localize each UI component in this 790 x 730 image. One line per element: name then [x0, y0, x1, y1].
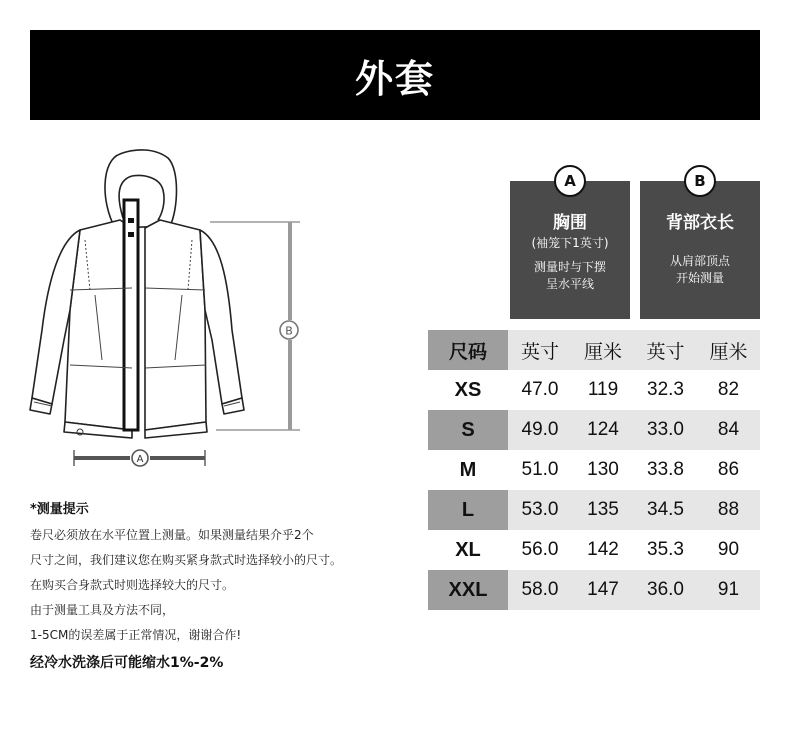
- table-cell: 88: [697, 490, 760, 530]
- table-cell: 135: [572, 490, 634, 530]
- jacket-label-a: A: [136, 454, 144, 465]
- column-header-length-cm: 厘米: [697, 330, 760, 370]
- table-header-row: [428, 330, 760, 370]
- size-cell: M: [459, 458, 477, 481]
- wash-note: 经冷水洗涤后可能缩水1%-2%: [30, 655, 224, 671]
- size-cell: S: [428, 410, 508, 450]
- table-cell: 142: [587, 539, 619, 560]
- table-row: [428, 370, 760, 410]
- back-length-title: 背部衣长: [666, 213, 734, 233]
- chest-description: [510, 259, 630, 293]
- table-cell: 51.0: [521, 459, 559, 480]
- table-cell: 86: [717, 459, 740, 480]
- table-cell: 82: [717, 379, 740, 400]
- header-chest: [510, 172, 630, 319]
- chest-subtitle: (袖笼下1英寸): [531, 236, 609, 250]
- table-cell: 58.0: [508, 570, 572, 610]
- table-cell: 53.0: [508, 490, 572, 530]
- notes-line: 卷尺必须放在水平位置上测量。如果测量结果介乎2个: [30, 528, 314, 542]
- header-back-length: [640, 172, 760, 319]
- notes-line: 尺寸之间，我们建议您在购买紧身款式时选择较小的尺寸。: [30, 553, 343, 567]
- table-cell: 49.0: [508, 410, 572, 450]
- table-cell: 91: [697, 570, 760, 610]
- table-cell: 56.0: [521, 539, 559, 560]
- back-length-description: [640, 253, 760, 287]
- page-title: 外套: [354, 56, 435, 101]
- size-cell: L: [428, 490, 508, 530]
- chest-desc-line: 测量时与下摆: [533, 260, 606, 274]
- notes-line: 在购买合身款式时则选择较大的尺寸。: [30, 578, 235, 592]
- badge-b: B: [684, 165, 716, 197]
- back-desc-line: 从肩部顶点: [669, 254, 730, 268]
- jacket-label-b: B: [285, 324, 293, 338]
- title-banner: [30, 30, 760, 120]
- back-desc-line: 开始测量: [675, 271, 724, 285]
- table-cell: 90: [717, 539, 740, 560]
- measurement-notes: [30, 498, 410, 672]
- size-cell: XL: [455, 538, 481, 561]
- column-header-size: 尺码: [428, 330, 508, 370]
- table-cell: 84: [697, 410, 760, 450]
- table-row: [428, 410, 760, 450]
- notes-line: 1-5CM的误差属于正常情况，谢谢合作!: [30, 628, 242, 642]
- table-cell: 32.3: [647, 379, 684, 400]
- chest-desc-line: 呈水平线: [545, 277, 594, 291]
- jacket-diagram: [20, 140, 320, 480]
- column-header-length-inch: 英寸: [634, 330, 697, 370]
- size-table: [428, 330, 760, 610]
- table-cell: 124: [572, 410, 634, 450]
- table-row: [428, 570, 760, 610]
- table-cell: 35.3: [647, 539, 684, 560]
- table-row: [428, 450, 760, 490]
- table-cell: 33.0: [634, 410, 697, 450]
- table-cell: 33.8: [647, 459, 684, 480]
- badge-a: A: [554, 165, 586, 197]
- table-cell: 34.5: [634, 490, 697, 530]
- notes-line: 由于测量工具及方法不同，: [30, 603, 175, 617]
- table-row: [428, 490, 760, 530]
- table-cell: 130: [587, 459, 619, 480]
- table-cell: 119: [587, 379, 619, 400]
- chest-title: 胸围: [553, 213, 587, 233]
- notes-title: *测量提示: [30, 502, 89, 517]
- table-cell: 36.0: [634, 570, 697, 610]
- table-cell: 147: [572, 570, 634, 610]
- table-cell: 47.0: [521, 379, 559, 400]
- column-header-chest-inch: 英寸: [508, 330, 572, 370]
- size-cell: XXL: [428, 570, 508, 610]
- table-row: [428, 530, 760, 570]
- size-cell: XS: [454, 378, 482, 401]
- column-header-chest-cm: 厘米: [572, 330, 634, 370]
